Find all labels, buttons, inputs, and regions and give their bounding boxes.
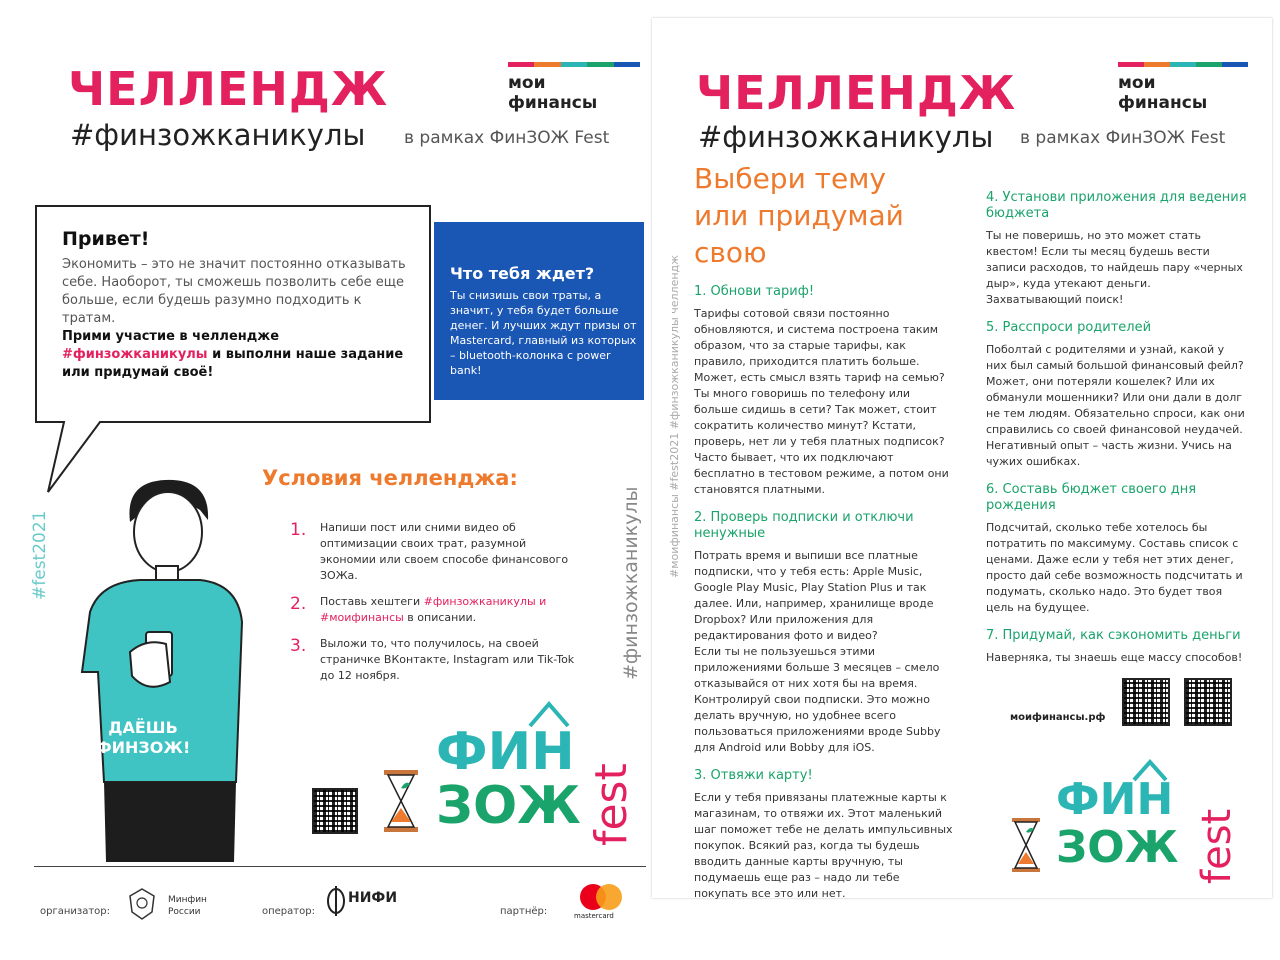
logo-fin: ФИН: [436, 722, 575, 782]
condition-item: [290, 594, 580, 626]
condition-text: Выложи то, что получилось, на своей страничке ВКонтакте, Instagram или Tik-Tok до 12 ноября.: [320, 637, 575, 682]
topic-item: [694, 510, 956, 756]
left-brand-name: мои финансы: [508, 73, 598, 113]
topic-tail: Контролируй свои подписки. Это можно делать вручную, но удобнее всего пользоваться приложениями вроде Subby для Android или Bobby для iOS.: [694, 693, 941, 754]
topic-head: 4. Установи приложения для ведения бюджета: [986, 190, 1247, 221]
topic-head: 2. Проверь подписки и отключи ненужные: [694, 510, 914, 541]
condition-text: Напиши пост или сними видео об оптимизации своих трат, разумной экономии или своем способе финансового ЗОЖа.: [320, 521, 569, 582]
condition-item: [290, 636, 580, 684]
greeting-title: Привет!: [62, 228, 150, 250]
what-awaits-body: Ты снизишь свои траты, а значит, у тебя будет больше денег. И лучших ждут призы от Mastercard, главный из которых – bluetooth-колонка с power bank!: [450, 289, 637, 377]
brand-color-bar: [508, 62, 640, 67]
right-hashtag: #финзожканикулы: [698, 120, 994, 154]
person-illustration: [70, 462, 250, 862]
organizer-name: [168, 894, 207, 918]
condition-item: [290, 520, 580, 584]
choose-line-2: или придумай: [694, 199, 904, 232]
operator-label: оператор:: [262, 906, 315, 917]
topic-body: Подсчитай, сколько тебе хотелось бы потратить по максимуму. Составь список с ценами. Даже если у тебя нет этих денег, просто дай себе возможность подсчитать и подумать, сколько надо. Это будет твоя цель на будущее.: [986, 521, 1243, 614]
condition-num: 3.: [290, 636, 307, 656]
right-vertical-tags: #моифинансы #fest2021 #финзожканикулы челлендж: [668, 254, 681, 578]
house-roof-icon: [1132, 758, 1168, 782]
logo-fin: ФИН: [1056, 774, 1174, 825]
topic-body: Тарифы сотовой связи постоянно обновляются, и система построена таким образом, что за старые тарифы, как правило, приходится платить больше. Может, есть смысл взять тариф на семью? Ты много говоришь по телефону или больше сидишь в сети? Так может, стоит сократить количество минут? Кстати, проверь, нет ли у тебя платных подписок?: [694, 307, 945, 448]
topic-head: 3. Отвяжи карту!: [694, 768, 813, 783]
topic-note: Часто бывает, что их подключают бесплатно в тестовом режиме, а потом они становятся платными.: [694, 451, 949, 496]
condition-text-post: в описании.: [403, 611, 477, 624]
operator-name: НИФИ: [348, 890, 398, 906]
topic-head: 7. Придумай, как сэкономить деньги: [986, 628, 1241, 643]
conditions-list: [290, 520, 580, 684]
logo-zozh: ЗОЖ: [1056, 822, 1179, 873]
topics-column-right: [986, 190, 1248, 666]
organizer-label: организатор:: [40, 906, 110, 917]
left-title: ЧЕЛЛЕНДЖ: [68, 62, 389, 116]
topics-column-left: [694, 284, 956, 902]
choose-line-3: свою: [694, 236, 767, 269]
what-awaits-box: [434, 222, 644, 400]
qr-code: [1184, 678, 1232, 726]
qr-code: [1122, 678, 1170, 726]
topic-body: Ты не поверишь, но это может стать квестом! Если ты месяц будешь вести записи расходов, то найдешь пару «черных дыр», куда утекают деньги. Захватывающий поиск!: [986, 229, 1243, 306]
condition-num: 2.: [290, 594, 307, 614]
topic-head: 5. Расспроси родителей: [986, 320, 1152, 335]
house-roof-icon: [528, 700, 570, 728]
topic-item: [694, 284, 956, 498]
vertical-fest-tag: #fest2021: [30, 510, 50, 600]
logo-fest: fest: [1194, 808, 1240, 884]
right-brand-block: [1118, 62, 1248, 113]
greeting-cta-part1: Прими участие в челлендже: [62, 329, 280, 344]
logo-zozh: ЗОЖ: [436, 776, 581, 836]
hourglass-icon: [382, 770, 420, 832]
topic-head: 6. Составь бюджет своего дня рождения: [986, 482, 1197, 513]
partner-name: mastercard: [574, 912, 614, 920]
topic-body: Поболтай с родителями и узнай, какой у них был самый большой финансовый фейл? Может, они потеряли кошелек? Или их обманули мошенники? Или они дали в долг не тем людям. Обязательно спроси, как они справились со своей финансовой неудачей.: [986, 343, 1245, 436]
topic-body: Потрать время и выпиши все платные подписки, что у тебя есть: Apple Music, Google Play Music, Play Station Plus и так далее. Или, например, хранилище вроде Dropbox? Или приложения для редактирования фото и видео?: [694, 549, 934, 642]
left-in-frame: в рамках ФинЗОЖ Fest: [404, 128, 610, 148]
organizer-name-1: Минфин: [168, 895, 207, 905]
greeting-body: Экономить – это не значит постоянно отказывать себе. Наоборот, ты сможешь позволить себе еще больше, если будешь разумно подходить к тратам.: [62, 257, 406, 326]
choose-line-1: Выбери тему: [694, 162, 886, 195]
topic-item: [694, 768, 956, 902]
footer-divider: [34, 866, 646, 867]
topic-body: Если у тебя привязаны платежные карты к магазинам, то отвяжи их. Этот маленький шаг поможет тебе не делать импульсивных покупок. Всякий раз, когда ты будешь вводить данные карты вручную, ты подумаешь еще раз – надо ли тебе покупать все это или нет.: [694, 791, 953, 900]
condition-text-pre: Поставь хештеги: [320, 595, 424, 608]
topic-head: 1. Обнови тариф!: [694, 284, 815, 299]
left-brand-block: [508, 62, 640, 113]
shirt-line-1: ДАЁШЬ: [108, 718, 178, 737]
site-url: моифинансы.рф: [1010, 712, 1106, 723]
topic-item: [986, 482, 1248, 616]
topic-note: Негативный опыт – часть жизни. Учись на чужих ошибках.: [986, 439, 1232, 468]
left-hashtag: #финзожканикулы: [70, 118, 366, 152]
condition-text: [320, 594, 580, 626]
qr-code: [312, 788, 358, 834]
right-in-frame: в рамках ФинЗОЖ Fest: [1020, 128, 1226, 148]
organizer-name-2: России: [168, 907, 201, 917]
right-brand-name: мои финансы: [1118, 73, 1208, 113]
hourglass-icon: [1010, 818, 1042, 872]
condition-tags: #финзожканикулы и #моифинансы: [320, 595, 547, 624]
shirt-text: [88, 718, 198, 758]
greeting-cta-part2: и выполни наше задание или придумай своё!: [62, 347, 404, 380]
brand-color-bar: [1118, 62, 1248, 67]
topic-body: Наверняка, ты знаешь еще массу способов!: [986, 651, 1243, 664]
mastercard-logo-icon: [576, 882, 626, 912]
shirt-line-2: ФИНЗОЖ!: [95, 738, 191, 757]
nifi-logo-icon: [326, 886, 346, 916]
what-awaits-title: Что тебя ждет?: [450, 264, 595, 283]
right-title: ЧЕЛЛЕНДЖ: [696, 66, 1017, 120]
coat-of-arms-icon: [124, 886, 160, 922]
greeting-cta: [62, 328, 418, 382]
topic-item: [986, 320, 1248, 470]
logo-fest: fest: [586, 763, 637, 846]
greeting-block: [62, 228, 418, 382]
topic-item: [986, 628, 1248, 666]
greeting-cta-tag: #финзожканикулы: [62, 347, 208, 362]
condition-num: 1.: [290, 520, 307, 540]
right-page: [652, 18, 1272, 898]
vertical-hashtag: #финзожканикулы: [620, 486, 642, 680]
topic-note: Если ты не пользуешься этими приложениями больше 3 месяцев – смело отказывайся от них хотя бы на время.: [694, 645, 940, 690]
partner-label: партнёр:: [500, 906, 548, 917]
choose-topic-heading: [694, 160, 904, 271]
conditions-title: Условия челленджа:: [262, 466, 518, 490]
topic-item: [986, 190, 1248, 308]
